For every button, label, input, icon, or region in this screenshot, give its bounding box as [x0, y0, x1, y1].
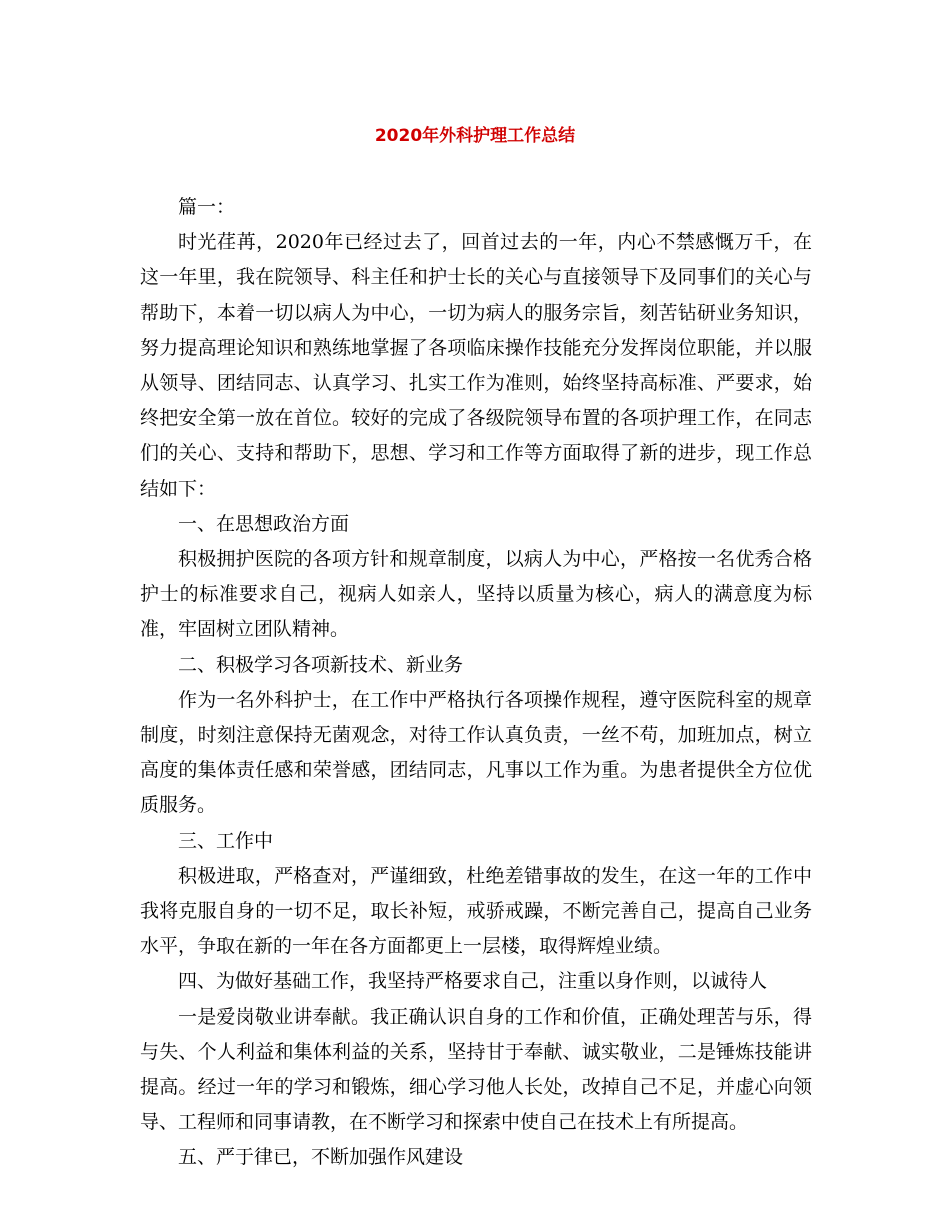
- document-title: 2020年外科护理工作总结: [374, 126, 576, 146]
- section-3-text: 积极进取，严格查对，严谨细致，杜绝差错事故的发生，在这一年的工作中我将克服自身的一切不足，取长补短，戒骄戒躁，不断完善自己，提高自己业务水平，争取在新的一年在各方面都更上一层楼，取得辉煌业绩。: [140, 864, 812, 958]
- section-3-heading: 三、工作中: [178, 829, 274, 852]
- section-1-text: 积极拥护医院的各项方针和规章制度，以病人为中心，严格按一名优秀合格护士的标准要求自己，视病人如亲人，坚持以质量为核心，病人的满意度为标准，牢固树立团队精神。: [140, 548, 812, 641]
- section-4-text: 一是爱岗敬业讲奉献。我正确认识自身的工作和价值，正确处理苦与乐，得与失、个人利益和集体利益的关系，坚持甘于奉献、诚实敬业，二是锤炼技能讲提高。经过一年的学习和锻炼，细心学习他人长处，改掉自己不足，并虚心向领导、工程师和同事请教，在不断学习和探索中使自己在技术上有所提高。: [140, 1005, 812, 1134]
- section-5-heading: 五、严于律已，不断加强作风建设: [178, 1146, 464, 1169]
- document-body: [140, 190, 812, 1176]
- section-2-text: 作为一名外科护士，在工作中严格执行各项操作规程，遵守医院科室的规章制度，时刻注意保持无菌观念，对待工作认真负责，一丝不苟，加班加点，树立高度的集体责任感和荣誉感，团结同志，凡事以工作为重。为患者提供全方位优质服务。: [140, 688, 812, 817]
- section-2-heading: 二、积极学习各项新技术、新业务: [178, 653, 464, 676]
- section-4-heading: 四、为做好基础工作，我坚持严格要求自己，注重以身作则，以诚待人: [178, 970, 768, 993]
- section-1-heading: 一、在思想政治方面: [178, 512, 350, 535]
- intro-label: 篇一：: [178, 196, 236, 218]
- intro-paragraph: 时光荏苒，2020年已经过去了，回首过去的一年，内心不禁感慨万千，在这一年里，我在院领导、科主任和护士长的关心与直接领导下及同事们的关心与帮助下，本着一切以病人为中心，一切为病人的服务宗旨，刻苦钻研业务知识，努力提高理论知识和熟练地掌握了各项临床操作技能充分发挥岗位职能，并以服从领导、团结同志、认真学习、扎实工作为准则，始终坚持高标准、严要求，始终把安全第一放在首位。较好的完成了各级院领导布置的各项护理工作，在同志们的关心、支持和帮助下，思想、学习和工作等方面取得了新的进步，现工作总结如下：: [140, 231, 812, 500]
